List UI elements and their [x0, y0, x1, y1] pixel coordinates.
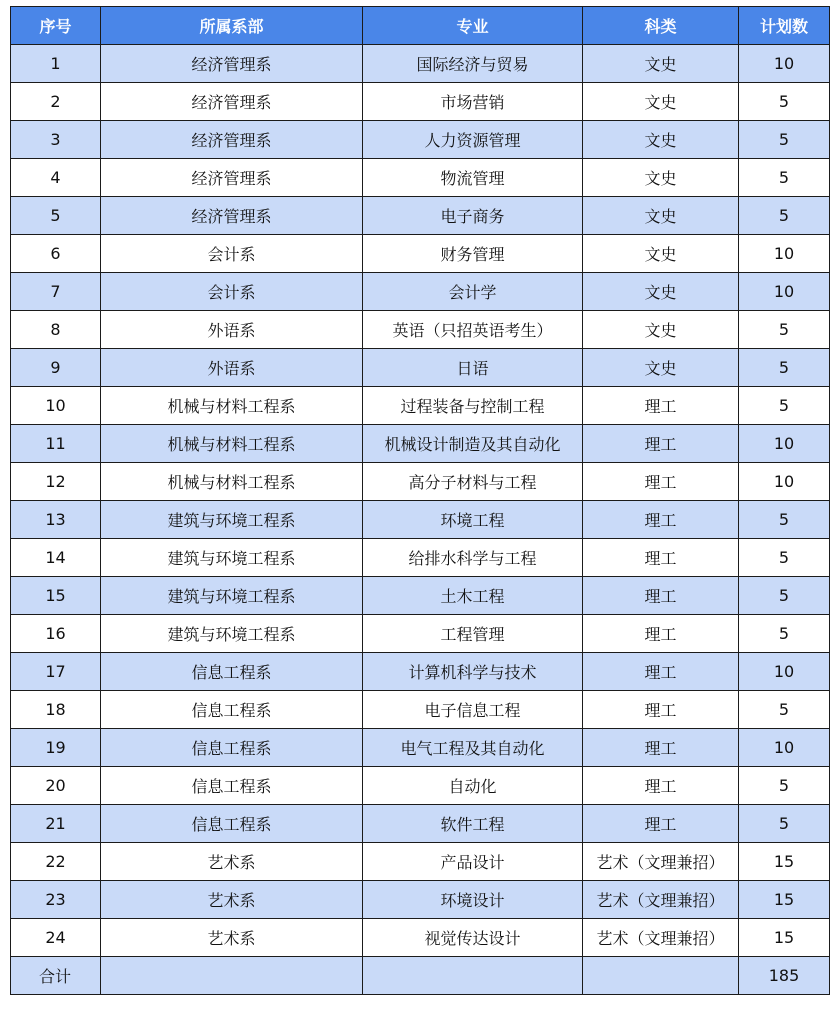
cell-index: 7	[11, 273, 101, 311]
cell-major: 产品设计	[363, 843, 583, 881]
table-row	[11, 159, 830, 197]
table-row	[11, 805, 830, 843]
cell-category: 理工	[583, 691, 739, 729]
cell-category: 理工	[583, 577, 739, 615]
cell-major: 会计学	[363, 273, 583, 311]
cell-index: 22	[11, 843, 101, 881]
table-row	[11, 387, 830, 425]
cell-category: 文史	[583, 197, 739, 235]
table-row	[11, 349, 830, 387]
cell-department: 信息工程系	[101, 805, 363, 843]
cell-major: 机械设计制造及其自动化	[363, 425, 583, 463]
cell-department: 经济管理系	[101, 159, 363, 197]
table-row	[11, 539, 830, 577]
cell-plan-count: 5	[739, 159, 830, 197]
cell-department: 机械与材料工程系	[101, 463, 363, 501]
cell-major: 财务管理	[363, 235, 583, 273]
cell-category: 文史	[583, 273, 739, 311]
cell-major: 电气工程及其自动化	[363, 729, 583, 767]
cell-index: 17	[11, 653, 101, 691]
cell-plan-count: 5	[739, 691, 830, 729]
cell-department: 机械与材料工程系	[101, 387, 363, 425]
table-row	[11, 615, 830, 653]
cell-major: 市场营销	[363, 83, 583, 121]
cell-department: 经济管理系	[101, 83, 363, 121]
cell-index: 8	[11, 311, 101, 349]
table-row	[11, 425, 830, 463]
cell-department: 艺术系	[101, 881, 363, 919]
table-row	[11, 197, 830, 235]
cell-major: 日语	[363, 349, 583, 387]
cell-department: 外语系	[101, 349, 363, 387]
cell-major: 土木工程	[363, 577, 583, 615]
cell-category: 理工	[583, 501, 739, 539]
cell-category: 理工	[583, 805, 739, 843]
cell-plan-count: 5	[739, 121, 830, 159]
cell-department: 经济管理系	[101, 197, 363, 235]
cell-index: 15	[11, 577, 101, 615]
cell-index: 19	[11, 729, 101, 767]
cell-plan-count: 10	[739, 653, 830, 691]
cell-category: 文史	[583, 45, 739, 83]
table-row	[11, 577, 830, 615]
cell-index: 2	[11, 83, 101, 121]
cell-plan-count: 5	[739, 311, 830, 349]
header-major: 专业	[363, 7, 583, 45]
header-department: 所属系部	[101, 7, 363, 45]
table-row	[11, 767, 830, 805]
cell-department: 会计系	[101, 273, 363, 311]
cell-department: 机械与材料工程系	[101, 425, 363, 463]
cell-category: 文史	[583, 83, 739, 121]
total-label: 合计	[11, 957, 101, 995]
cell-category: 理工	[583, 425, 739, 463]
cell-index: 1	[11, 45, 101, 83]
table-row	[11, 653, 830, 691]
table-row	[11, 273, 830, 311]
cell-major: 工程管理	[363, 615, 583, 653]
cell-major: 人力资源管理	[363, 121, 583, 159]
cell-plan-count: 5	[739, 83, 830, 121]
cell-category: 艺术（文理兼招）	[583, 881, 739, 919]
enrollment-plan-table-container	[10, 6, 829, 995]
cell-major: 给排水科学与工程	[363, 539, 583, 577]
table-row	[11, 501, 830, 539]
cell-index: 16	[11, 615, 101, 653]
cell-plan-count: 15	[739, 843, 830, 881]
table-row	[11, 83, 830, 121]
cell-category: 艺术（文理兼招）	[583, 843, 739, 881]
cell-department: 艺术系	[101, 919, 363, 957]
header-row	[11, 7, 830, 45]
cell-department: 经济管理系	[101, 45, 363, 83]
cell-department: 建筑与环境工程系	[101, 577, 363, 615]
cell-department: 会计系	[101, 235, 363, 273]
cell-category: 理工	[583, 729, 739, 767]
header-index: 序号	[11, 7, 101, 45]
cell-major: 英语（只招英语考生）	[363, 311, 583, 349]
cell-department: 信息工程系	[101, 691, 363, 729]
cell-plan-count: 10	[739, 463, 830, 501]
cell-index: 6	[11, 235, 101, 273]
cell-category: 理工	[583, 463, 739, 501]
table-row	[11, 45, 830, 83]
cell-index: 23	[11, 881, 101, 919]
cell-plan-count: 15	[739, 919, 830, 957]
cell-major: 视觉传达设计	[363, 919, 583, 957]
table-row	[11, 463, 830, 501]
table-row	[11, 691, 830, 729]
cell-plan-count: 5	[739, 539, 830, 577]
cell-index: 10	[11, 387, 101, 425]
cell-major: 软件工程	[363, 805, 583, 843]
cell-major: 计算机科学与技术	[363, 653, 583, 691]
cell-major: 电子商务	[363, 197, 583, 235]
cell-department: 艺术系	[101, 843, 363, 881]
cell-plan-count: 10	[739, 273, 830, 311]
cell-plan-count: 5	[739, 615, 830, 653]
cell-major: 自动化	[363, 767, 583, 805]
cell-category: 艺术（文理兼招）	[583, 919, 739, 957]
cell-index: 12	[11, 463, 101, 501]
table-row	[11, 729, 830, 767]
header-plan-count: 计划数	[739, 7, 830, 45]
table-row	[11, 919, 830, 957]
cell-major: 过程装备与控制工程	[363, 387, 583, 425]
cell-category: 文史	[583, 159, 739, 197]
cell-category: 文史	[583, 235, 739, 273]
cell-index: 21	[11, 805, 101, 843]
cell-index: 13	[11, 501, 101, 539]
cell-department: 外语系	[101, 311, 363, 349]
cell-index: 4	[11, 159, 101, 197]
table-row	[11, 881, 830, 919]
cell-major: 环境工程	[363, 501, 583, 539]
cell-department: 信息工程系	[101, 729, 363, 767]
cell-plan-count: 5	[739, 805, 830, 843]
cell-category: 理工	[583, 615, 739, 653]
table-row	[11, 235, 830, 273]
cell-plan-count: 10	[739, 425, 830, 463]
cell-index: 3	[11, 121, 101, 159]
cell-department: 经济管理系	[101, 121, 363, 159]
table-row	[11, 311, 830, 349]
total-value: 185	[739, 957, 830, 995]
cell-department: 建筑与环境工程系	[101, 615, 363, 653]
cell-plan-count: 5	[739, 577, 830, 615]
cell-plan-count: 10	[739, 235, 830, 273]
cell-category: 文史	[583, 311, 739, 349]
cell-major: 环境设计	[363, 881, 583, 919]
cell-category: 文史	[583, 349, 739, 387]
cell-category: 理工	[583, 539, 739, 577]
cell-department: 信息工程系	[101, 653, 363, 691]
cell-department: 建筑与环境工程系	[101, 539, 363, 577]
cell-plan-count: 5	[739, 387, 830, 425]
cell-index: 24	[11, 919, 101, 957]
cell-plan-count: 5	[739, 767, 830, 805]
cell-category: 理工	[583, 767, 739, 805]
cell-major: 物流管理	[363, 159, 583, 197]
cell-department: 信息工程系	[101, 767, 363, 805]
cell-plan-count: 5	[739, 349, 830, 387]
cell-plan-count: 5	[739, 501, 830, 539]
cell-index: 5	[11, 197, 101, 235]
total-row	[11, 957, 830, 995]
cell-plan-count: 15	[739, 881, 830, 919]
cell-category: 理工	[583, 653, 739, 691]
total-empty-major	[363, 957, 583, 995]
cell-major: 国际经济与贸易	[363, 45, 583, 83]
cell-index: 9	[11, 349, 101, 387]
cell-index: 18	[11, 691, 101, 729]
cell-category: 理工	[583, 387, 739, 425]
cell-index: 14	[11, 539, 101, 577]
cell-index: 11	[11, 425, 101, 463]
total-empty-department	[101, 957, 363, 995]
header-category: 科类	[583, 7, 739, 45]
cell-plan-count: 10	[739, 729, 830, 767]
total-empty-category	[583, 957, 739, 995]
cell-plan-count: 10	[739, 45, 830, 83]
cell-index: 20	[11, 767, 101, 805]
cell-department: 建筑与环境工程系	[101, 501, 363, 539]
cell-major: 高分子材料与工程	[363, 463, 583, 501]
cell-category: 文史	[583, 121, 739, 159]
cell-plan-count: 5	[739, 197, 830, 235]
cell-major: 电子信息工程	[363, 691, 583, 729]
enrollment-plan-table	[10, 6, 830, 995]
table-row	[11, 121, 830, 159]
table-row	[11, 843, 830, 881]
